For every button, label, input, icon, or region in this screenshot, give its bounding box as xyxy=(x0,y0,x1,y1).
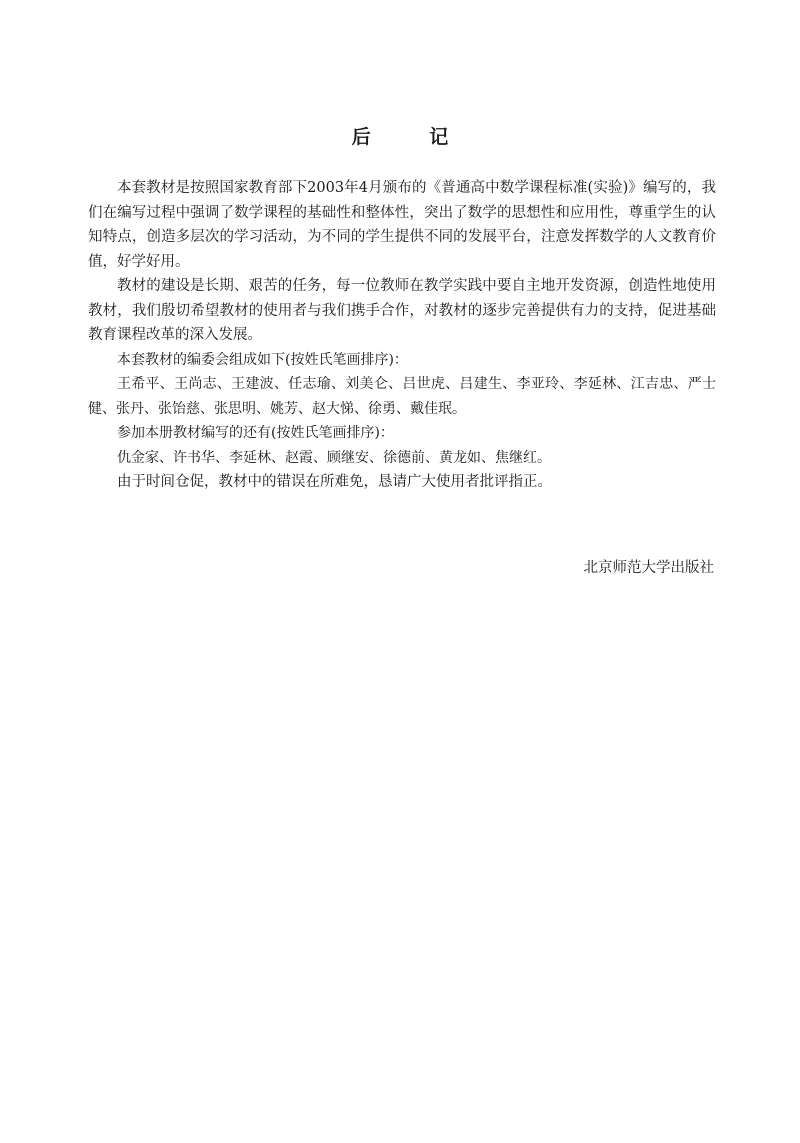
document-body xyxy=(88,176,716,495)
paragraph-intro: 本套教材是按照国家教育部下2003年4月颁布的《普通高中数学课程标准(实验)》编写的，我们在编写过程中强调了数学课程的基础性和整体性，突出了数学的思想性和应用性，尊重学生的认知特点，创造多层次的学习活动，为不同的学生提供不同的发展平台，注意发挥数学的人文教育价值，好学好用。 xyxy=(88,180,716,270)
publisher-name: 北京师范大学出版社 xyxy=(583,560,714,576)
paragraph-closing: 由于时间仓促，教材中的错误在所难免，恳请广大使用者批评指正。 xyxy=(117,474,552,490)
paragraph-committee-heading: 本套教材的编委会组成如下(按姓氏笔画排序)： xyxy=(117,351,408,368)
paragraph-committee-members: 王希平、王尚志、王建波、任志瑜、刘美仑、吕世虎、吕建生、李亚玲、李延林、江吉忠、严士健、张丹、张饴慈、张思明、姚芳、赵大悌、徐勇、戴佳珉。 xyxy=(88,376,716,417)
page-title: 后 记 xyxy=(351,126,475,148)
paragraph-construction: 教材的建设是长期、艰苦的任务，每一位教师在教学实践中要自主地开发资源，创造性地使用教材，我们殷切希望教材的使用者与我们携手合作，对教材的逐步完善提供有力的支持，促进基础教育课程改革的深入发展。 xyxy=(88,278,716,343)
paragraph-contributors-heading: 参加本册教材编写的还有(按姓氏笔画排序)： xyxy=(117,425,394,441)
paragraph-contributors: 仇金家、许书华、李延林、赵霞、顾继安、徐德前、黄龙如、焦继红。 xyxy=(117,449,551,466)
